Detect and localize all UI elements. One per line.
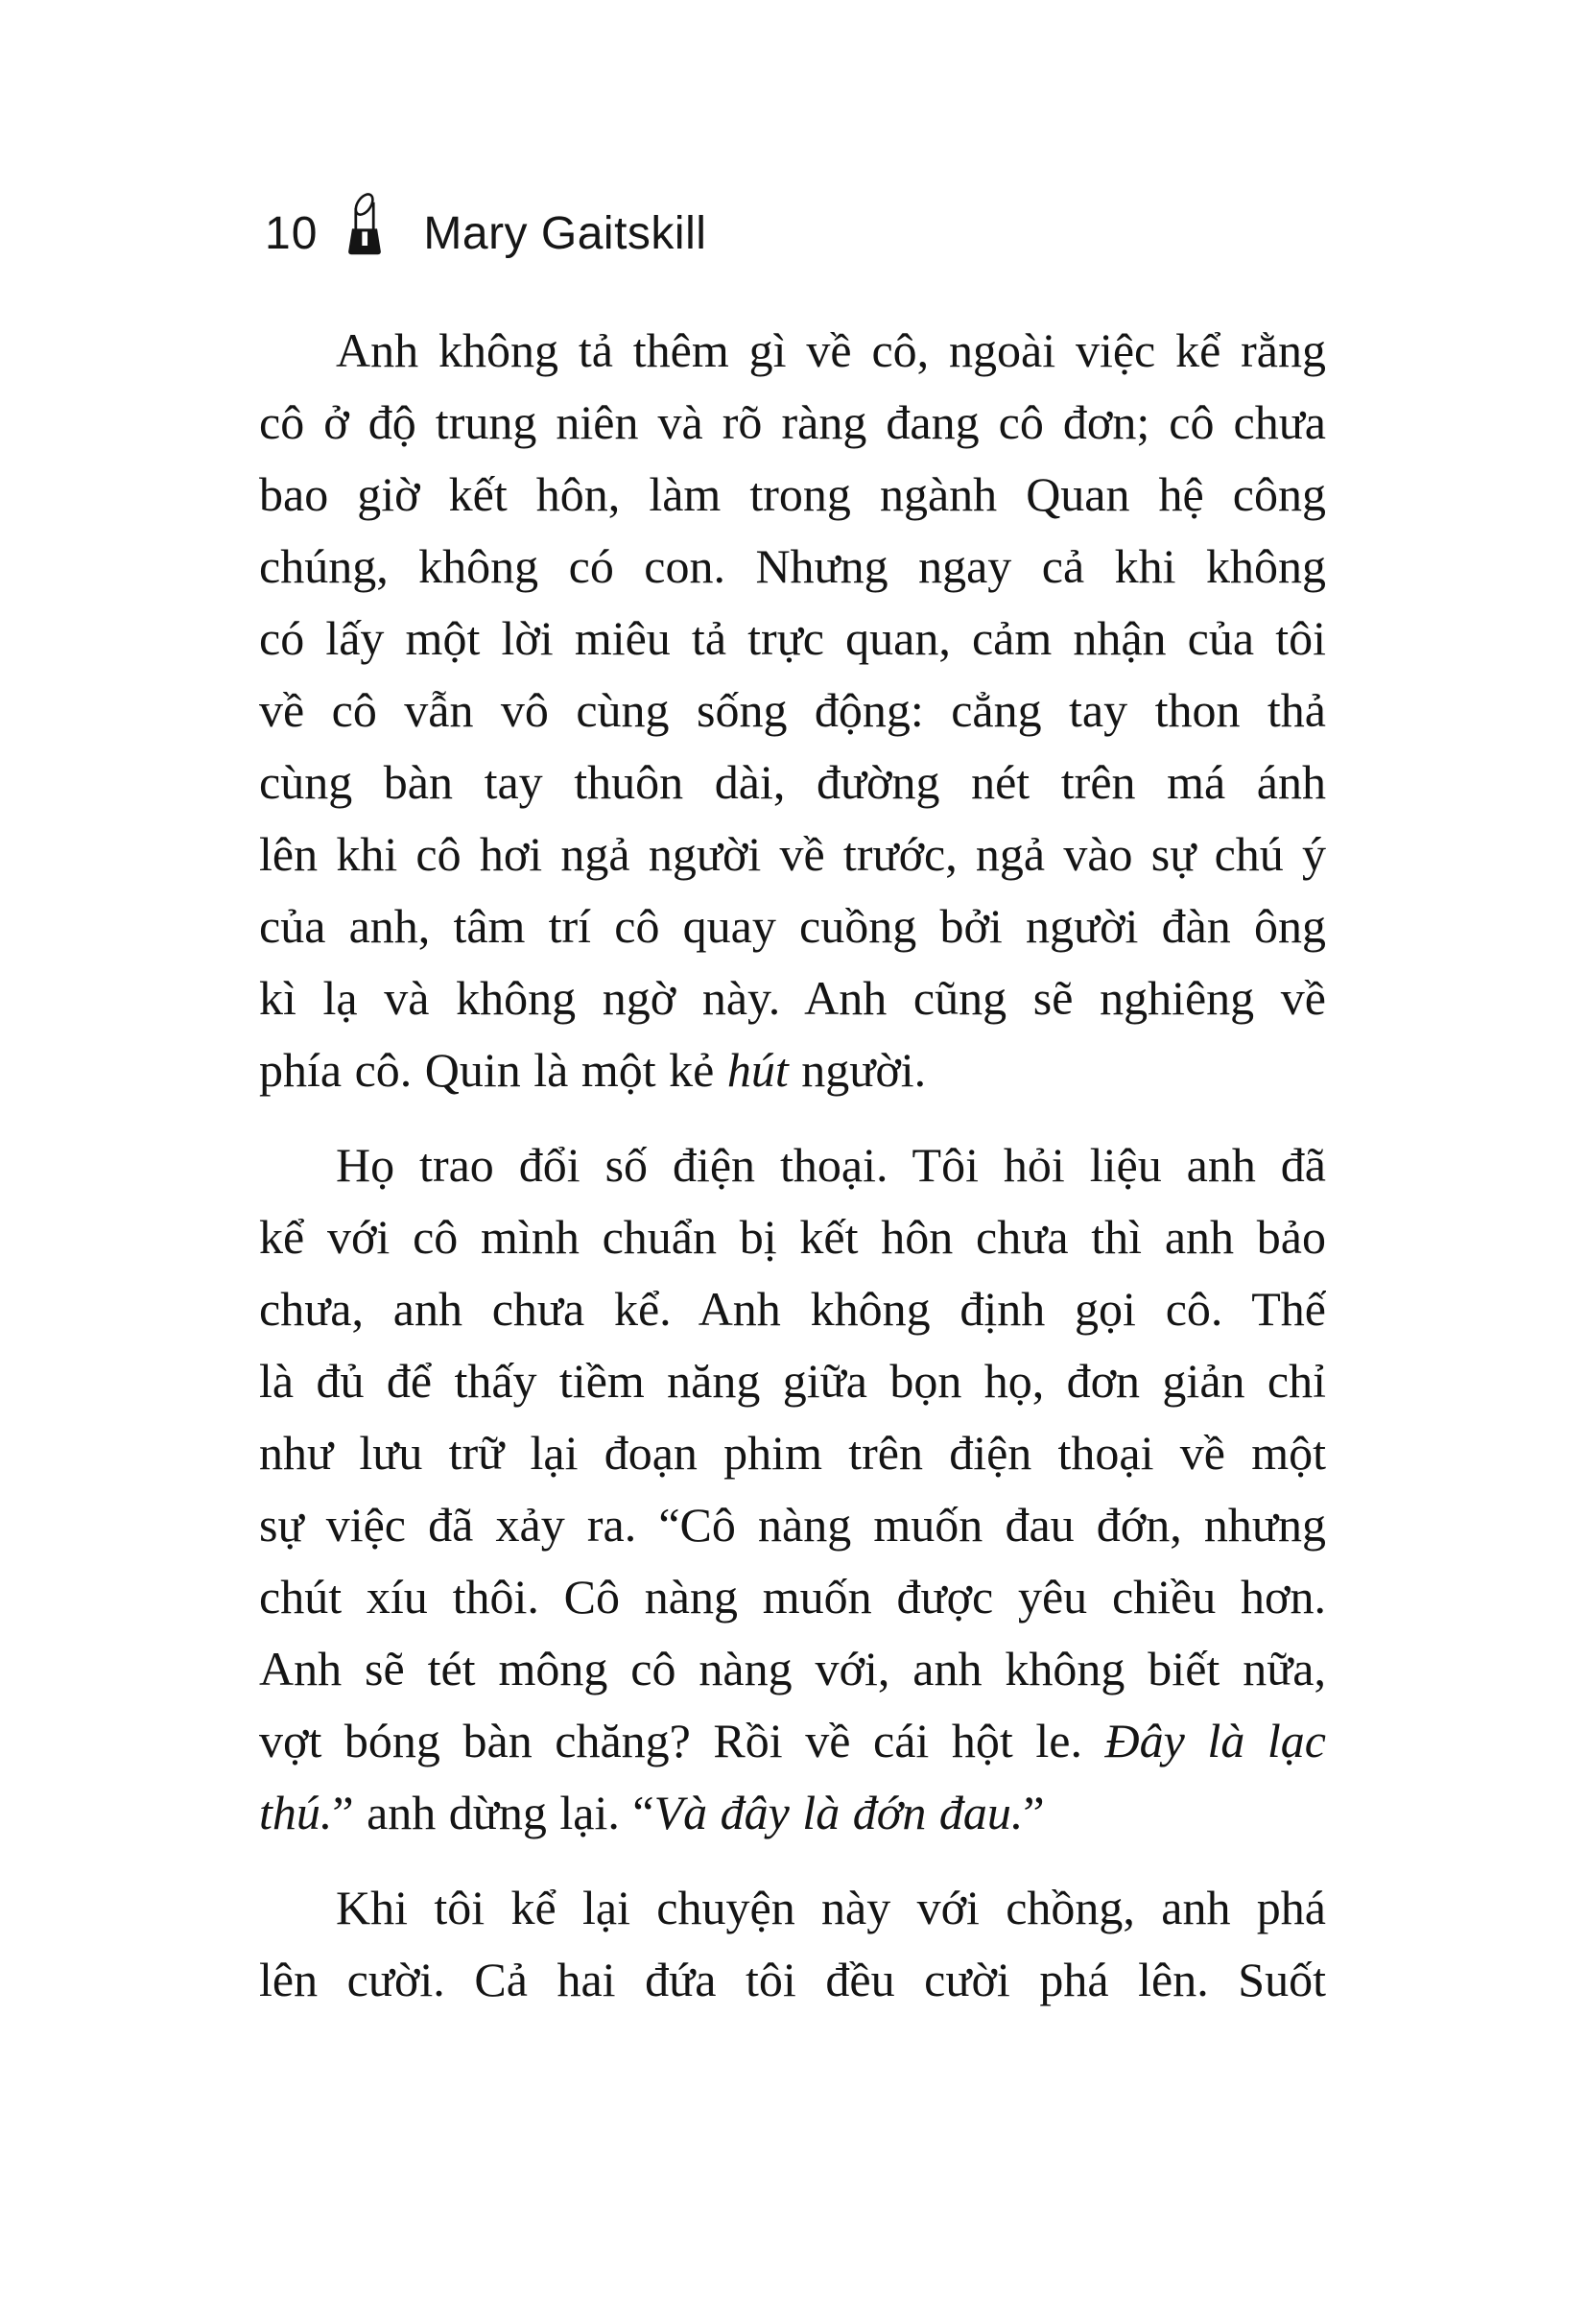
text-segment: lên khi cô hơi ngả người về trước, ngả vào sự chú ý: [259, 827, 1326, 881]
text-line: [259, 1273, 1326, 1345]
text-line: [259, 1944, 1326, 2016]
text-line: [259, 1129, 1326, 1201]
text-line: [259, 675, 1326, 747]
italic-text: Đây là lạc: [1104, 1714, 1326, 1767]
text-segment: vợt bóng bàn chăng? Rồi về cái hột le.: [259, 1714, 1105, 1767]
text-line: [259, 1777, 1326, 1849]
text-segment: về cô vẫn vô cùng sống động: cẳng tay thon thả: [259, 683, 1326, 737]
paragraph: [259, 1129, 1326, 1849]
text-segment: Anh không tả thêm gì về cô, ngoài việc kể rằng: [336, 323, 1326, 377]
text-segment: lên cười. Cả hai đứa tôi đều cười phá lên. Suốt: [259, 1953, 1326, 2006]
text-line: [259, 890, 1326, 962]
text-segment: Anh sẽ tét mông cô nàng với, anh không biết nữa,: [259, 1642, 1326, 1696]
author-name: Mary Gaitskill: [423, 208, 707, 259]
text-segment: chưa, anh chưa kể. Anh không định gọi cô. Thế: [259, 1282, 1326, 1336]
lipstick-icon: [343, 188, 387, 259]
text-segment: ”: [1023, 1786, 1045, 1839]
text-segment: phía cô. Quin là một kẻ: [259, 1043, 727, 1097]
text-segment: kì lạ và không ngờ này. Anh cũng sẽ nghiêng về: [259, 971, 1326, 1025]
text-line: [259, 1489, 1326, 1561]
text-segment: chút xíu thôi. Cô nàng muốn được yêu chiều hơn.: [259, 1570, 1326, 1624]
text-line: [259, 531, 1326, 603]
paragraph: [259, 1872, 1326, 2016]
text-line: [259, 747, 1326, 818]
text-line: [259, 1034, 1326, 1106]
italic-text: Và đây là đớn đau.: [653, 1786, 1024, 1839]
text-line: [259, 1417, 1326, 1489]
text-line: [259, 315, 1326, 387]
text-segment: kể với cô mình chuẩn bị kết hôn chưa thì anh bảo: [259, 1210, 1326, 1264]
text-line: [259, 1705, 1326, 1777]
text-segment: là đủ để thấy tiềm năng giữa bọn họ, đơn giản chỉ: [259, 1354, 1326, 1408]
text-line: [259, 1561, 1326, 1633]
text-line: [259, 603, 1326, 675]
italic-text: hút: [726, 1043, 789, 1097]
text-segment: sự việc đã xảy ra. “Cô nàng muốn đau đớn, nhưng: [259, 1498, 1326, 1552]
text-line: [259, 1872, 1326, 1944]
text-segment: của anh, tâm trí cô quay cuồng bởi người đàn ông: [259, 899, 1326, 953]
text-segment: chúng, không có con. Nhưng ngay cả khi không: [259, 539, 1326, 593]
text-line: [259, 1633, 1326, 1705]
text-segment: ” anh dừng lại. “: [332, 1786, 654, 1839]
italic-text: thú.: [259, 1786, 333, 1839]
text-line: [259, 818, 1326, 890]
text-line: [259, 1201, 1326, 1273]
text-segment: như lưu trữ lại đoạn phim trên điện thoại về một: [259, 1426, 1326, 1480]
text-segment: bao giờ kết hôn, làm trong ngành Quan hệ công: [259, 467, 1326, 521]
text-line: [259, 459, 1326, 531]
text-line: [259, 1345, 1326, 1417]
text-segment: cùng bàn tay thuôn dài, đường nét trên má ánh: [259, 755, 1326, 809]
page-number: 10: [265, 208, 319, 259]
text-line: [259, 387, 1326, 459]
body-text: [259, 315, 1326, 2039]
running-header: [265, 188, 706, 259]
text-line: [259, 962, 1326, 1034]
text-segment: có lấy một lời miêu tả trực quan, cảm nhận của tôi: [259, 611, 1326, 665]
text-segment: Họ trao đổi số điện thoại. Tôi hỏi liệu anh đã: [336, 1138, 1326, 1192]
text-segment: cô ở độ trung niên và rõ ràng đang cô đơn; cô chưa: [259, 395, 1326, 449]
text-segment: Khi tôi kể lại chuyện này với chồng, anh phá: [336, 1881, 1326, 1934]
text-segment: người.: [788, 1043, 927, 1097]
paragraph: [259, 315, 1326, 1106]
